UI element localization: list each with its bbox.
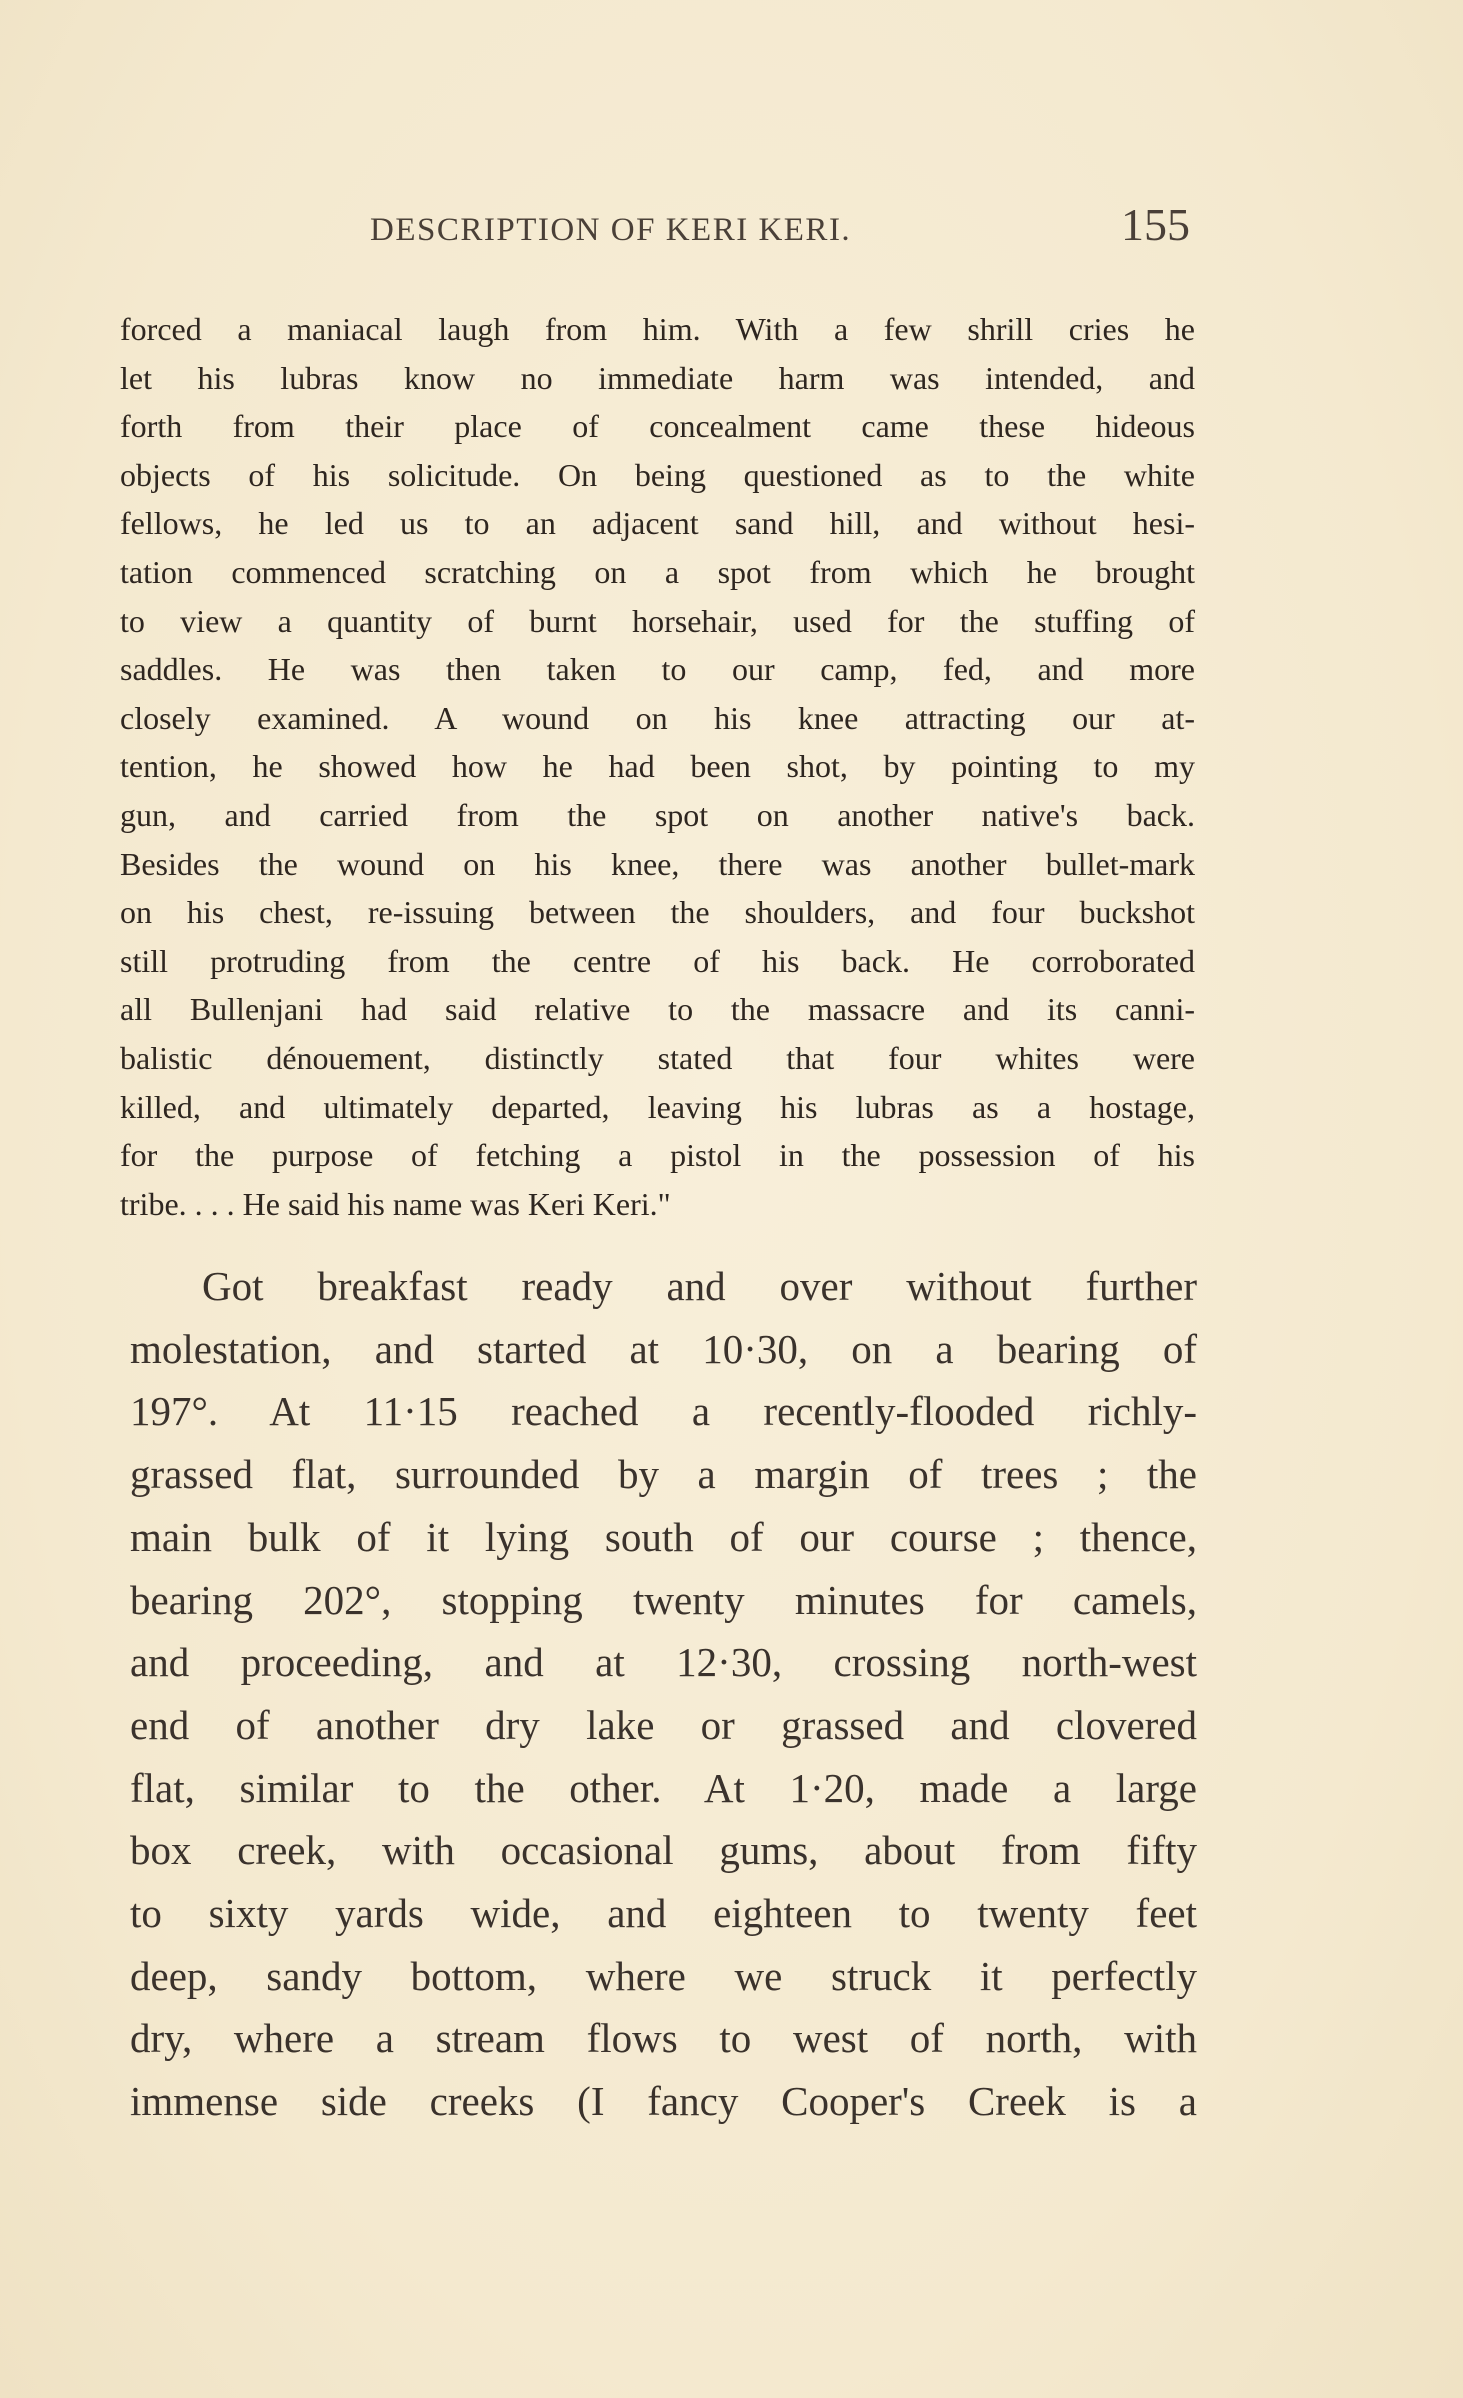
quoted-passage bbox=[120, 305, 1195, 1228]
body-paragraph bbox=[130, 1255, 1197, 2133]
body-line: immense side creeks (I fancy Cooper's Creek is a bbox=[130, 2078, 1197, 2125]
quote-line: fellows, he led us to an adjacent sand hill, and without hesi- bbox=[120, 505, 1195, 542]
body-line: bearing 202°, stopping twenty minutes for camels, bbox=[130, 1576, 1197, 1623]
body-line: dry, where a stream flows to west of north, with bbox=[130, 2015, 1197, 2062]
quote-line: on his chest, re-issuing between the shoulders, and four buckshot bbox=[120, 894, 1195, 931]
quote-line: tribe. . . . He said his name was Keri Keri." bbox=[120, 1185, 671, 1222]
quote-line: killed, and ultimately departed, leaving his lubras as a hostage, bbox=[120, 1088, 1195, 1125]
body-line: to sixty yards wide, and eighteen to twenty feet bbox=[130, 1890, 1197, 1937]
body-line: and proceeding, and at 12·30, crossing north-west bbox=[130, 1639, 1197, 1686]
quote-line: tention, he showed how he had been shot, by pointing to my bbox=[120, 748, 1195, 785]
quote-line: balistic dénouement, distinctly stated that four whites were bbox=[120, 1039, 1195, 1076]
body-line: grassed flat, surrounded by a margin of trees ; the bbox=[130, 1451, 1197, 1498]
body-line: molestation, and started at 10·30, on a bearing of bbox=[130, 1325, 1197, 1372]
body-line: end of another dry lake or grassed and clovered bbox=[130, 1701, 1197, 1748]
running-title: DESCRIPTION OF KERI KERI. bbox=[370, 212, 852, 248]
quote-line: tation commenced scratching on a spot from which he brought bbox=[120, 553, 1195, 590]
page-number: 155 bbox=[1121, 199, 1190, 250]
body-line: Got breakfast ready and over without further bbox=[202, 1263, 1197, 1309]
quote-line: to view a quantity of burnt horsehair, used for the stuffing of bbox=[120, 602, 1195, 639]
body-line: box creek, with occasional gums, about from fifty bbox=[130, 1827, 1197, 1874]
quote-line: all Bullenjani had said relative to the massacre and its canni- bbox=[120, 991, 1195, 1028]
quote-line: gun, and carried from the spot on another native's back. bbox=[120, 796, 1195, 833]
quote-line: forth from their place of concealment came these hideous bbox=[120, 408, 1195, 445]
quote-line: Besides the wound on his knee, there was another bullet-mark bbox=[120, 845, 1195, 882]
body-line: main bulk of it lying south of our course ; thence, bbox=[130, 1513, 1197, 1560]
body-line: flat, similar to the other. At 1·20, made a large bbox=[130, 1764, 1197, 1811]
quote-line: saddles. He was then taken to our camp, fed, and more bbox=[120, 651, 1195, 688]
quote-line: let his lubras know no immediate harm was intended, and bbox=[120, 359, 1195, 396]
quote-line: objects of his solicitude. On being questioned as to the white bbox=[120, 456, 1195, 493]
quote-line: closely examined. A wound on his knee attracting our at- bbox=[120, 699, 1195, 736]
body-line: deep, sandy bottom, where we struck it perfectly bbox=[130, 1952, 1197, 1999]
quote-line: for the purpose of fetching a pistol in the possession of his bbox=[120, 1137, 1195, 1174]
body-line: 197°. At 11·15 reached a recently-flooded richly- bbox=[130, 1388, 1197, 1435]
quote-line: still protruding from the centre of his back. He corroborated bbox=[120, 942, 1195, 979]
quote-line: forced a maniacal laugh from him. With a few shrill cries he bbox=[120, 311, 1195, 347]
page-header bbox=[370, 198, 1190, 258]
